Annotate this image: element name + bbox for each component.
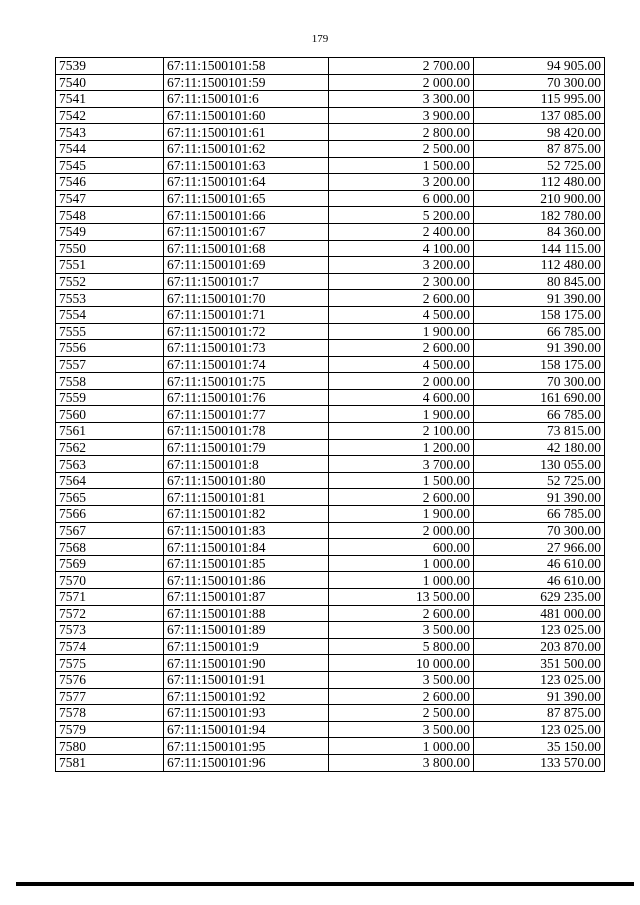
cadastral-number-cell: 67:11:1500101:80 xyxy=(164,472,329,489)
value-cell: 629 235.00 xyxy=(474,589,605,606)
table-row xyxy=(56,589,605,606)
value-cell: 123 025.00 xyxy=(474,671,605,688)
value-cell: 130 055.00 xyxy=(474,456,605,473)
row-number-cell: 7572 xyxy=(56,605,164,622)
table-row xyxy=(56,373,605,390)
area-cell: 2 700.00 xyxy=(329,58,474,75)
table-row xyxy=(56,140,605,157)
cadastral-number-cell: 67:11:1500101:68 xyxy=(164,240,329,257)
cadastral-number-cell: 67:11:1500101:6 xyxy=(164,91,329,108)
cadastral-number-cell: 67:11:1500101:74 xyxy=(164,356,329,373)
cadastral-number-cell: 67:11:1500101:89 xyxy=(164,622,329,639)
value-cell: 27 966.00 xyxy=(474,539,605,556)
row-number-cell: 7571 xyxy=(56,589,164,606)
row-number-cell: 7557 xyxy=(56,356,164,373)
cadastral-number-cell: 67:11:1500101:75 xyxy=(164,373,329,390)
row-number-cell: 7540 xyxy=(56,74,164,91)
area-cell: 10 000.00 xyxy=(329,655,474,672)
area-cell: 1 000.00 xyxy=(329,572,474,589)
table-row xyxy=(56,671,605,688)
area-cell: 3 900.00 xyxy=(329,107,474,124)
value-cell: 46 610.00 xyxy=(474,555,605,572)
table-row xyxy=(56,223,605,240)
table-row xyxy=(56,356,605,373)
value-cell: 137 085.00 xyxy=(474,107,605,124)
area-cell: 3 200.00 xyxy=(329,257,474,274)
value-cell: 351 500.00 xyxy=(474,655,605,672)
area-cell: 2 500.00 xyxy=(329,140,474,157)
value-cell: 158 175.00 xyxy=(474,356,605,373)
table-row xyxy=(56,273,605,290)
value-cell: 133 570.00 xyxy=(474,754,605,771)
cadastral-number-cell: 67:11:1500101:88 xyxy=(164,605,329,622)
table-row xyxy=(56,522,605,539)
cadastral-number-cell: 67:11:1500101:84 xyxy=(164,539,329,556)
value-cell: 70 300.00 xyxy=(474,522,605,539)
table-row xyxy=(56,638,605,655)
row-number-cell: 7558 xyxy=(56,373,164,390)
row-number-cell: 7544 xyxy=(56,140,164,157)
value-cell: 42 180.00 xyxy=(474,439,605,456)
row-number-cell: 7539 xyxy=(56,58,164,75)
value-cell: 112 480.00 xyxy=(474,257,605,274)
cadastral-number-cell: 67:11:1500101:9 xyxy=(164,638,329,655)
area-cell: 2 000.00 xyxy=(329,522,474,539)
area-cell: 1 900.00 xyxy=(329,506,474,523)
area-cell: 1 500.00 xyxy=(329,472,474,489)
value-cell: 91 390.00 xyxy=(474,688,605,705)
row-number-cell: 7554 xyxy=(56,306,164,323)
cadastral-number-cell: 67:11:1500101:67 xyxy=(164,223,329,240)
cadastral-number-cell: 67:11:1500101:85 xyxy=(164,555,329,572)
table-row xyxy=(56,406,605,423)
cadastral-number-cell: 67:11:1500101:70 xyxy=(164,290,329,307)
value-cell: 70 300.00 xyxy=(474,74,605,91)
table-row xyxy=(56,605,605,622)
cadastral-number-cell: 67:11:1500101:94 xyxy=(164,721,329,738)
row-number-cell: 7547 xyxy=(56,190,164,207)
area-cell: 2 400.00 xyxy=(329,223,474,240)
table-row xyxy=(56,539,605,556)
row-number-cell: 7569 xyxy=(56,555,164,572)
table-row xyxy=(56,705,605,722)
table-row xyxy=(56,58,605,75)
value-cell: 52 725.00 xyxy=(474,157,605,174)
row-number-cell: 7546 xyxy=(56,174,164,191)
row-number-cell: 7549 xyxy=(56,223,164,240)
cadastral-number-cell: 67:11:1500101:65 xyxy=(164,190,329,207)
row-number-cell: 7561 xyxy=(56,423,164,440)
row-number-cell: 7579 xyxy=(56,721,164,738)
cadastral-number-cell: 67:11:1500101:82 xyxy=(164,506,329,523)
table-row xyxy=(56,489,605,506)
area-cell: 1 900.00 xyxy=(329,323,474,340)
cadastral-number-cell: 67:11:1500101:60 xyxy=(164,107,329,124)
row-number-cell: 7573 xyxy=(56,622,164,639)
cadastral-number-cell: 67:11:1500101:93 xyxy=(164,705,329,722)
row-number-cell: 7555 xyxy=(56,323,164,340)
cadastral-number-cell: 67:11:1500101:91 xyxy=(164,671,329,688)
area-cell: 3 200.00 xyxy=(329,174,474,191)
value-cell: 87 875.00 xyxy=(474,705,605,722)
cadastral-number-cell: 67:11:1500101:8 xyxy=(164,456,329,473)
value-cell: 52 725.00 xyxy=(474,472,605,489)
value-cell: 91 390.00 xyxy=(474,290,605,307)
cadastral-number-cell: 67:11:1500101:96 xyxy=(164,754,329,771)
table-row xyxy=(56,622,605,639)
table-row xyxy=(56,257,605,274)
cadastral-number-cell: 67:11:1500101:61 xyxy=(164,124,329,141)
table-row xyxy=(56,506,605,523)
row-number-cell: 7578 xyxy=(56,705,164,722)
cadastral-number-cell: 67:11:1500101:58 xyxy=(164,58,329,75)
area-cell: 2 600.00 xyxy=(329,290,474,307)
row-number-cell: 7541 xyxy=(56,91,164,108)
table-row xyxy=(56,190,605,207)
cadastral-number-cell: 67:11:1500101:71 xyxy=(164,306,329,323)
row-number-cell: 7560 xyxy=(56,406,164,423)
value-cell: 115 995.00 xyxy=(474,91,605,108)
area-cell: 2 100.00 xyxy=(329,423,474,440)
value-cell: 123 025.00 xyxy=(474,622,605,639)
value-cell: 84 360.00 xyxy=(474,223,605,240)
cadastral-number-cell: 67:11:1500101:90 xyxy=(164,655,329,672)
value-cell: 46 610.00 xyxy=(474,572,605,589)
row-number-cell: 7568 xyxy=(56,539,164,556)
area-cell: 13 500.00 xyxy=(329,589,474,606)
value-cell: 70 300.00 xyxy=(474,373,605,390)
area-cell: 2 300.00 xyxy=(329,273,474,290)
cadastral-number-cell: 67:11:1500101:7 xyxy=(164,273,329,290)
table-row xyxy=(56,572,605,589)
area-cell: 2 000.00 xyxy=(329,373,474,390)
area-cell: 3 700.00 xyxy=(329,456,474,473)
row-number-cell: 7543 xyxy=(56,124,164,141)
row-number-cell: 7570 xyxy=(56,572,164,589)
table-row xyxy=(56,721,605,738)
row-number-cell: 7545 xyxy=(56,157,164,174)
cadastral-number-cell: 67:11:1500101:73 xyxy=(164,340,329,357)
cadastral-number-cell: 67:11:1500101:62 xyxy=(164,140,329,157)
table-row xyxy=(56,74,605,91)
table-row xyxy=(56,340,605,357)
row-number-cell: 7565 xyxy=(56,489,164,506)
cadastral-number-cell: 67:11:1500101:76 xyxy=(164,389,329,406)
area-cell: 4 600.00 xyxy=(329,389,474,406)
area-cell: 1 200.00 xyxy=(329,439,474,456)
row-number-cell: 7550 xyxy=(56,240,164,257)
area-cell: 5 800.00 xyxy=(329,638,474,655)
area-cell: 2 800.00 xyxy=(329,124,474,141)
row-number-cell: 7562 xyxy=(56,439,164,456)
area-cell: 4 500.00 xyxy=(329,356,474,373)
value-cell: 80 845.00 xyxy=(474,273,605,290)
table-row xyxy=(56,157,605,174)
table-row xyxy=(56,91,605,108)
table-row xyxy=(56,555,605,572)
area-cell: 3 300.00 xyxy=(329,91,474,108)
table-row xyxy=(56,754,605,771)
area-cell: 600.00 xyxy=(329,539,474,556)
area-cell: 2 600.00 xyxy=(329,605,474,622)
cadastral-number-cell: 67:11:1500101:81 xyxy=(164,489,329,506)
value-cell: 98 420.00 xyxy=(474,124,605,141)
cadastral-number-cell: 67:11:1500101:95 xyxy=(164,738,329,755)
cadastral-number-cell: 67:11:1500101:72 xyxy=(164,323,329,340)
table-row xyxy=(56,290,605,307)
area-cell: 1 000.00 xyxy=(329,555,474,572)
value-cell: 112 480.00 xyxy=(474,174,605,191)
row-number-cell: 7552 xyxy=(56,273,164,290)
table-row xyxy=(56,306,605,323)
table-row xyxy=(56,240,605,257)
row-number-cell: 7566 xyxy=(56,506,164,523)
area-cell: 2 600.00 xyxy=(329,688,474,705)
land-registry-table xyxy=(55,57,605,772)
table-row xyxy=(56,423,605,440)
value-cell: 123 025.00 xyxy=(474,721,605,738)
table-row xyxy=(56,456,605,473)
row-number-cell: 7548 xyxy=(56,207,164,224)
table-row xyxy=(56,472,605,489)
value-cell: 66 785.00 xyxy=(474,506,605,523)
value-cell: 91 390.00 xyxy=(474,340,605,357)
table-row xyxy=(56,124,605,141)
area-cell: 4 100.00 xyxy=(329,240,474,257)
row-number-cell: 7580 xyxy=(56,738,164,755)
cadastral-number-cell: 67:11:1500101:87 xyxy=(164,589,329,606)
row-number-cell: 7564 xyxy=(56,472,164,489)
row-number-cell: 7559 xyxy=(56,389,164,406)
table-row xyxy=(56,323,605,340)
row-number-cell: 7581 xyxy=(56,754,164,771)
value-cell: 481 000.00 xyxy=(474,605,605,622)
cadastral-number-cell: 67:11:1500101:66 xyxy=(164,207,329,224)
cadastral-number-cell: 67:11:1500101:77 xyxy=(164,406,329,423)
value-cell: 182 780.00 xyxy=(474,207,605,224)
row-number-cell: 7563 xyxy=(56,456,164,473)
cadastral-number-cell: 67:11:1500101:79 xyxy=(164,439,329,456)
cadastral-number-cell: 67:11:1500101:86 xyxy=(164,572,329,589)
cadastral-number-cell: 67:11:1500101:83 xyxy=(164,522,329,539)
value-cell: 94 905.00 xyxy=(474,58,605,75)
page-number: 179 xyxy=(311,33,329,45)
value-cell: 144 115.00 xyxy=(474,240,605,257)
row-number-cell: 7542 xyxy=(56,107,164,124)
area-cell: 2 000.00 xyxy=(329,74,474,91)
area-cell: 5 200.00 xyxy=(329,207,474,224)
area-cell: 6 000.00 xyxy=(329,190,474,207)
cadastral-number-cell: 67:11:1500101:92 xyxy=(164,688,329,705)
table-row xyxy=(56,174,605,191)
area-cell: 3 800.00 xyxy=(329,754,474,771)
area-cell: 2 600.00 xyxy=(329,489,474,506)
area-cell: 2 600.00 xyxy=(329,340,474,357)
footer-rule xyxy=(16,882,634,886)
row-number-cell: 7577 xyxy=(56,688,164,705)
table-row xyxy=(56,439,605,456)
area-cell: 3 500.00 xyxy=(329,622,474,639)
table-row xyxy=(56,655,605,672)
table-row xyxy=(56,688,605,705)
area-cell: 3 500.00 xyxy=(329,671,474,688)
row-number-cell: 7567 xyxy=(56,522,164,539)
table-row xyxy=(56,738,605,755)
table-row xyxy=(56,389,605,406)
cadastral-number-cell: 67:11:1500101:59 xyxy=(164,74,329,91)
table-row xyxy=(56,207,605,224)
value-cell: 35 150.00 xyxy=(474,738,605,755)
area-cell: 4 500.00 xyxy=(329,306,474,323)
cadastral-number-cell: 67:11:1500101:64 xyxy=(164,174,329,191)
value-cell: 66 785.00 xyxy=(474,323,605,340)
cadastral-number-cell: 67:11:1500101:69 xyxy=(164,257,329,274)
value-cell: 66 785.00 xyxy=(474,406,605,423)
cadastral-number-cell: 67:11:1500101:78 xyxy=(164,423,329,440)
value-cell: 73 815.00 xyxy=(474,423,605,440)
row-number-cell: 7553 xyxy=(56,290,164,307)
value-cell: 210 900.00 xyxy=(474,190,605,207)
value-cell: 87 875.00 xyxy=(474,140,605,157)
value-cell: 158 175.00 xyxy=(474,306,605,323)
value-cell: 91 390.00 xyxy=(474,489,605,506)
value-cell: 161 690.00 xyxy=(474,389,605,406)
area-cell: 1 900.00 xyxy=(329,406,474,423)
row-number-cell: 7556 xyxy=(56,340,164,357)
row-number-cell: 7575 xyxy=(56,655,164,672)
row-number-cell: 7551 xyxy=(56,257,164,274)
area-cell: 2 500.00 xyxy=(329,705,474,722)
area-cell: 1 500.00 xyxy=(329,157,474,174)
row-number-cell: 7574 xyxy=(56,638,164,655)
table-body xyxy=(56,58,605,772)
value-cell: 203 870.00 xyxy=(474,638,605,655)
cadastral-number-cell: 67:11:1500101:63 xyxy=(164,157,329,174)
area-cell: 3 500.00 xyxy=(329,721,474,738)
table-row xyxy=(56,107,605,124)
area-cell: 1 000.00 xyxy=(329,738,474,755)
row-number-cell: 7576 xyxy=(56,671,164,688)
